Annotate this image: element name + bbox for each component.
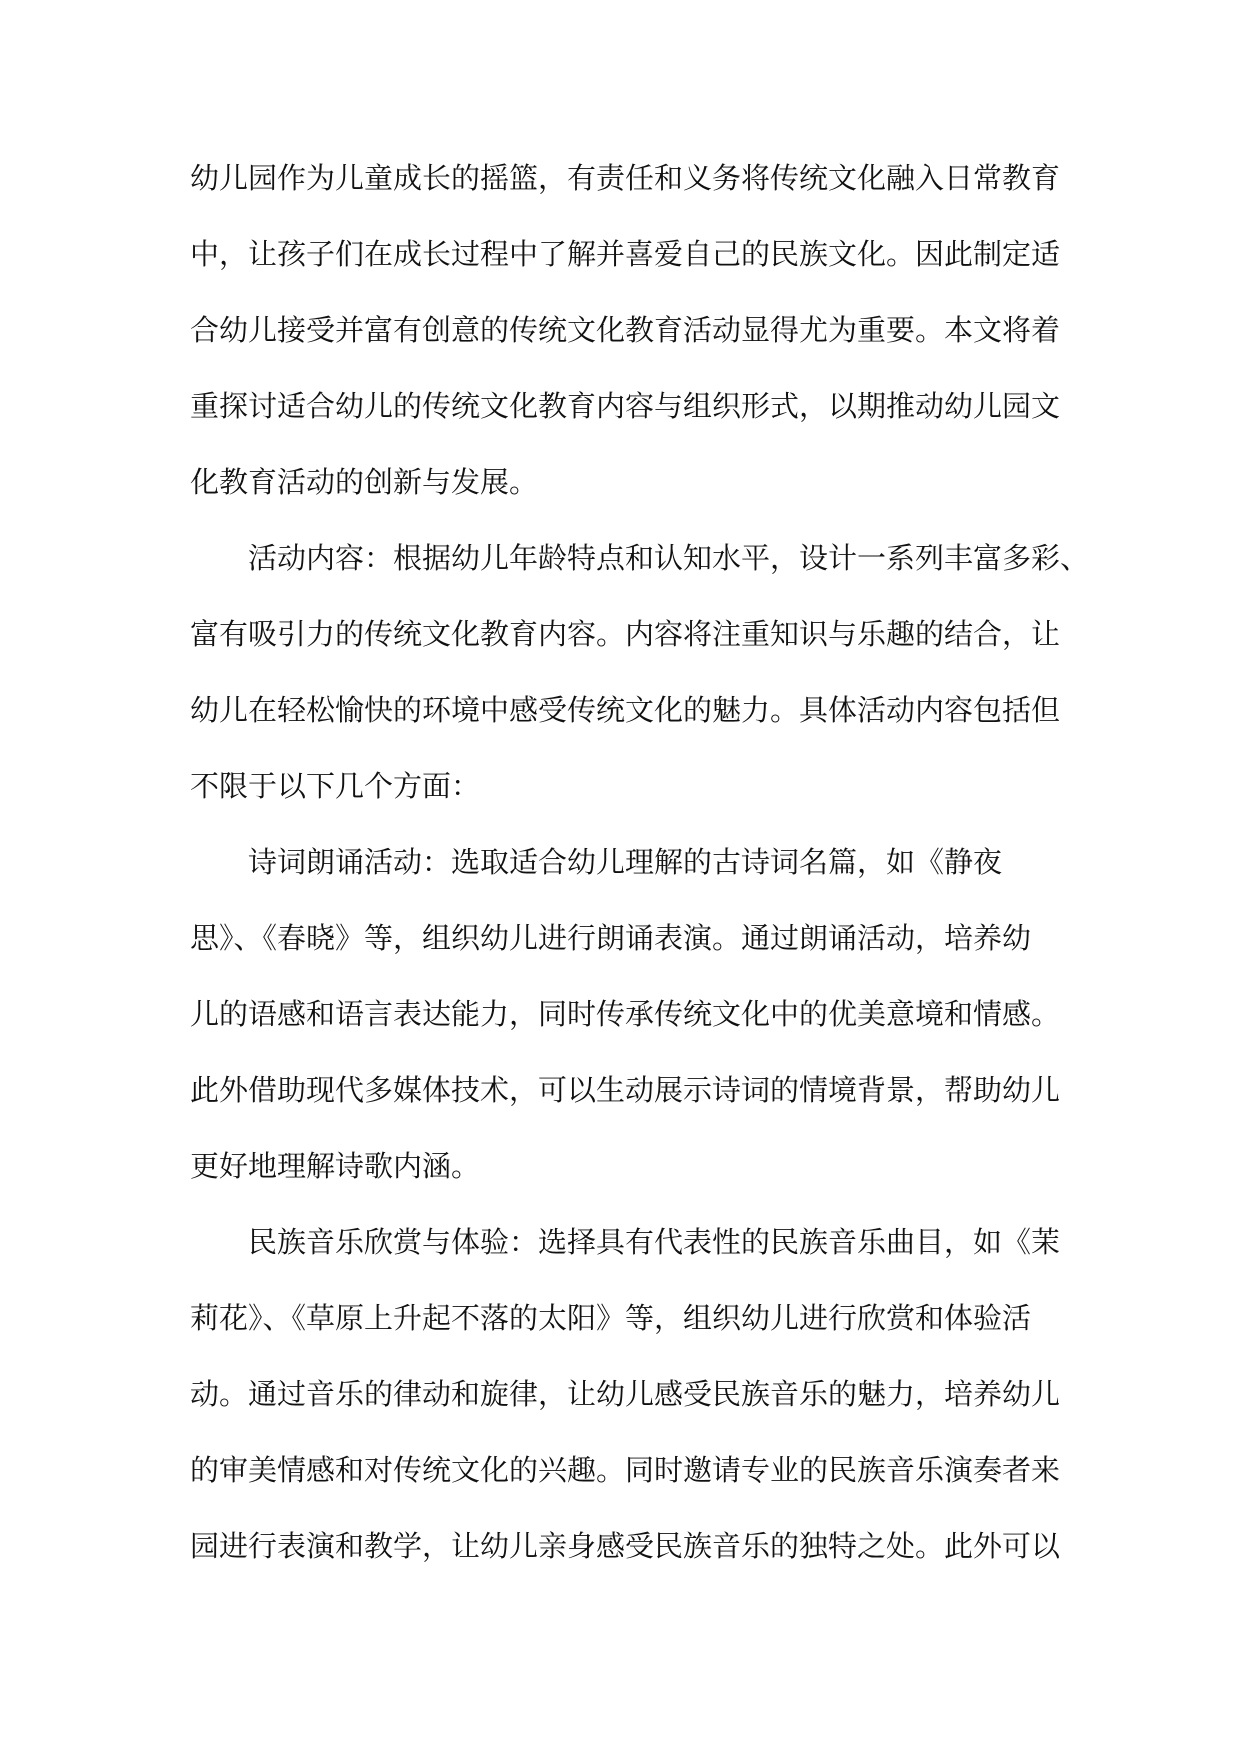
document-body — [190, 140, 1090, 1584]
paragraph-line: 诗词朗诵活动：选取适合幼儿理解的古诗词名篇，如《静夜 — [248, 845, 1003, 879]
paragraph-line: 民族音乐欣赏与体验：选择具有代表性的民族音乐曲目，如《茉 — [248, 1225, 1061, 1259]
paragraph-line: 中，让孩子们在成长过程中了解并喜爱自己的民族文化。因此制定适 — [190, 237, 1061, 271]
paragraph-line: 莉花》、《草原上升起不落的太阳》等，组织幼儿进行欣赏和体验活 — [190, 1301, 1032, 1335]
paragraph-line: 动。通过音乐的律动和旋律，让幼儿感受民族音乐的魅力，培养幼儿 — [190, 1377, 1061, 1411]
paragraph-line: 儿的语感和语言表达能力，同时传承传统文化中的优美意境和情感。 — [190, 997, 1061, 1031]
paragraph-line: 此外借助现代多媒体技术，可以生动展示诗词的情境背景，帮助幼儿 — [190, 1073, 1061, 1107]
paragraph-line: 思》、《春晓》等，组织幼儿进行朗诵表演。通过朗诵活动，培养幼 — [190, 921, 1032, 955]
paragraph-line: 活动内容：根据幼儿年龄特点和认知水平，设计一系列丰富多彩、 — [248, 541, 1090, 575]
paragraph-line: 合幼儿接受并富有创意的传统文化教育活动显得尤为重要。本文将着 — [190, 313, 1061, 347]
paragraph-line: 富有吸引力的传统文化教育内容。内容将注重知识与乐趣的结合，让 — [190, 617, 1061, 651]
paragraph-line: 重探讨适合幼儿的传统文化教育内容与组织形式，以期推动幼儿园文 — [190, 389, 1061, 423]
paragraph-line: 更好地理解诗歌内涵。 — [190, 1149, 481, 1183]
paragraph-line: 园进行表演和教学，让幼儿亲身感受民族音乐的独特之处。此外可以 — [190, 1529, 1061, 1563]
paragraph-line: 幼儿园作为儿童成长的摇篮，有责任和义务将传统文化融入日常教育 — [190, 161, 1061, 195]
paragraph-line: 化教育活动的创新与发展。 — [190, 465, 539, 499]
paragraph-line: 幼儿在轻松愉快的环境中感受传统文化的魅力。具体活动内容包括但 — [190, 693, 1061, 727]
paragraph-line: 的审美情感和对传统文化的兴趣。同时邀请专业的民族音乐演奏者来 — [190, 1453, 1061, 1487]
paragraph-line: 不限于以下几个方面： — [190, 769, 481, 803]
